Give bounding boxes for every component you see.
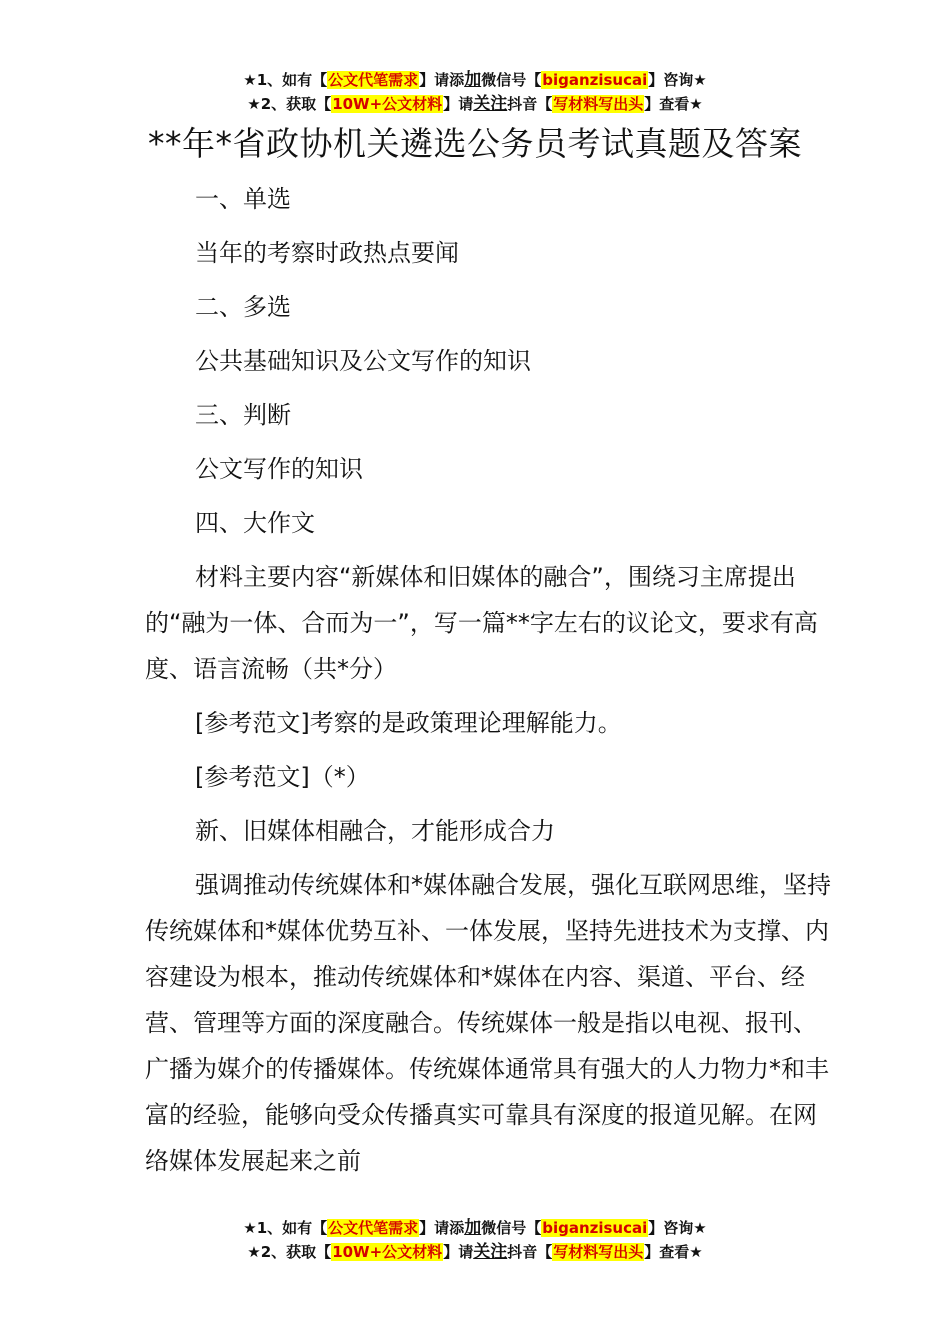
banner-text: 】咨询★ (648, 1219, 707, 1237)
highlight-service: 公文代笔需求 (328, 1219, 419, 1237)
banner-text: 】查看★ (644, 1243, 703, 1261)
banner-text: 】请添 (419, 71, 465, 89)
banner-text: 】咨询★ (648, 71, 707, 89)
banner-text: 抖音【 (507, 1243, 553, 1261)
banner-underline: 关注 (473, 94, 508, 114)
banner-text: 抖音【 (507, 95, 553, 113)
banner-line-1 (0, 1216, 950, 1240)
section-heading-judgment: 三、判断 (195, 401, 291, 429)
banner-line-1 (0, 68, 950, 92)
highlight-materials: 10W+公文材料 (332, 1243, 443, 1261)
header-banner (0, 68, 950, 116)
highlight-wechat-id: biganzisucai (542, 71, 648, 89)
banner-text: 】请 (443, 1243, 474, 1261)
banner-underline: 加 (464, 1218, 482, 1238)
banner-text: ★2、获取【 (247, 1243, 332, 1261)
paragraph: 公共基础知识及公文写作的知识 (195, 347, 531, 375)
paragraph: 公文写作的知识 (195, 455, 363, 483)
section-heading-single-choice: 一、单选 (195, 185, 291, 213)
banner-text: 】查看★ (644, 95, 703, 113)
banner-underline: 加 (464, 70, 482, 90)
banner-text: 微信号【 (481, 71, 542, 89)
footer-banner (0, 1216, 950, 1264)
banner-text: 】请添 (419, 1219, 465, 1237)
banner-line-2 (0, 92, 950, 116)
document-body (145, 176, 835, 1192)
section-heading-multiple-choice: 二、多选 (195, 293, 291, 321)
banner-underline: 关注 (473, 1242, 508, 1262)
highlight-douyin-id: 写材料写出头 (553, 1243, 644, 1261)
banner-text: ★1、如有【 (243, 1219, 328, 1237)
banner-text: ★1、如有【 (243, 71, 328, 89)
banner-text: 】请 (443, 95, 474, 113)
banner-line-2 (0, 1240, 950, 1264)
section-heading-essay: 四、大作文 (195, 509, 315, 537)
highlight-wechat-id: biganzisucai (542, 1219, 648, 1237)
highlight-douyin-id: 写材料写出头 (553, 95, 644, 113)
document-title: **年*省政协机关遴选公务员考试真题及答案 (148, 124, 802, 163)
paragraph: 强调推动传统媒体和*媒体融合发展，强化互联网思维，坚持传统媒体和*媒体优势互补、一体发展，坚持先进技术为支撑、内容建设为根本，推动传统媒体和*媒体在内容、渠道、平台、经营、管理等方面的深度融合。传统媒体一般是指以电视、报刊、广播为媒介的传播媒体。传统媒体通常具有强大的人力物力*和丰富的经验，能够向受众传播真实可靠具有深度的报道见解。在网络媒体发展起来之前 (145, 871, 831, 1175)
essay-title: 新、旧媒体相融合，才能形成合力 (195, 817, 555, 845)
banner-text: ★2、获取【 (247, 95, 332, 113)
paragraph: 材料主要内容“新媒体和旧媒体的融合”，围绕习主席提出的“融为一体、合而为一”，写一篇**字左右的议论文，要求有高度、语言流畅（共*分） (145, 563, 818, 683)
highlight-service: 公文代笔需求 (328, 71, 419, 89)
highlight-materials: 10W+公文材料 (332, 95, 443, 113)
paragraph: [参考范文]（*） (195, 763, 370, 791)
banner-text: 微信号【 (481, 1219, 542, 1237)
paragraph: 当年的考察时政热点要闻 (195, 239, 459, 267)
paragraph: [参考范文]考察的是政策理论理解能力。 (195, 709, 622, 737)
